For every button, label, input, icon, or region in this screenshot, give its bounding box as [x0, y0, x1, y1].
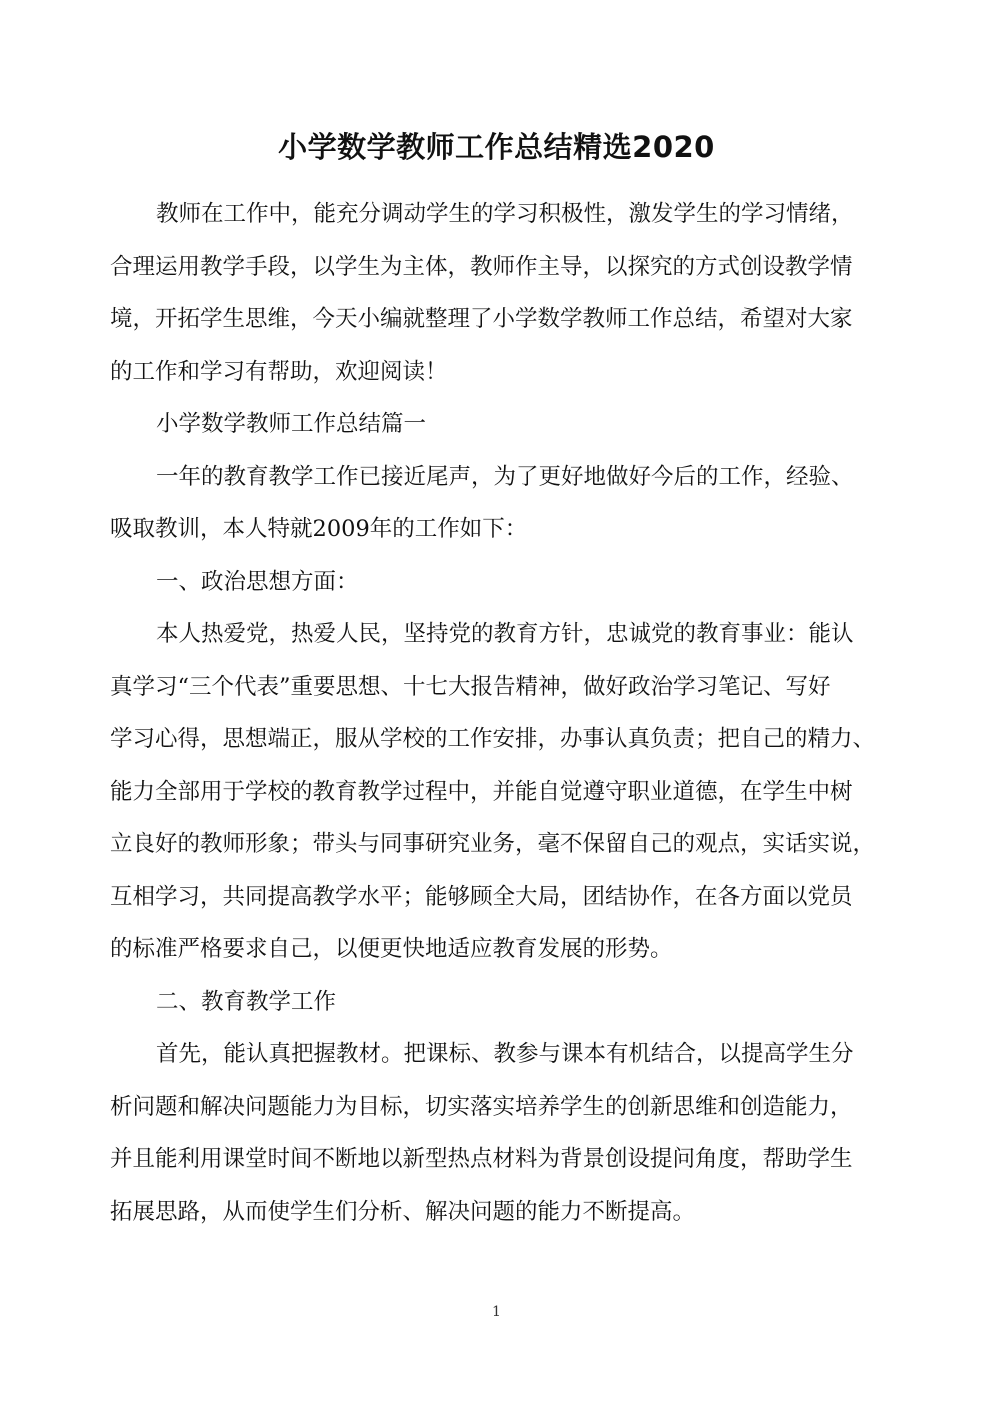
paragraph-line: 析问题和解决问题能力为目标，切实落实培养学生的创新思维和创造能力，: [110, 1093, 853, 1120]
paragraph-line: 本人热爱党，热爱人民，坚持党的教育方针，忠诚党的教育事业：能认: [156, 621, 854, 647]
section-heading: 小学数学教师工作总结篇一: [156, 411, 427, 437]
section-heading: 二、教育教学工作: [156, 988, 337, 1015]
paragraph-line: 能力全部用于学校的教育教学过程中，并能自觉遵守职业道德，在学生中树: [110, 778, 853, 805]
paragraph-line: 合理运用教学手段，以学生为主体，教师作主导，以探究的方式创设教学情: [110, 253, 853, 280]
paragraph-line: 的工作和学习有帮助，欢迎阅读！: [110, 358, 448, 385]
document-body: [110, 188, 880, 1238]
paragraph-line: 学习心得，思想端正，服从学校的工作安排，办事认真负责；把自己的精力、: [110, 726, 876, 752]
paragraph-line: 吸取教训，本人特就2009年的工作如下：: [110, 516, 528, 542]
paragraph-line: 教师在工作中，能充分调动学生的学习积极性，激发学生的学习情绪，: [156, 201, 854, 227]
paragraph-line: 首先，能认真把握教材。把课标、教参与课本有机结合，以提高学生分: [156, 1041, 854, 1067]
paragraph-line: 真学习“三个代表”重要思想、十七大报告精神，做好政治学习笔记、写好: [110, 673, 831, 700]
paragraph-line: 的标准严格要求自己，以便更快地适应教育发展的形势。: [110, 936, 673, 962]
paragraph-line: 并且能利用课堂时间不断地以新型热点材料为背景创设提问角度，帮助学生: [110, 1146, 853, 1172]
section-heading: 一、政治思想方面：: [156, 568, 359, 595]
paragraph-line: 互相学习，共同提高教学水平；能够顾全大局，团结协作，在各方面以党员: [110, 883, 853, 910]
paragraph-line: 一年的教育教学工作已接近尾声，为了更好地做好今后的工作，经验、: [156, 463, 854, 490]
paragraph-line: 立良好的教师形象；带头与同事研究业务，毫不保留自己的观点，实话实说，: [110, 831, 876, 857]
page-number: 1: [492, 1304, 501, 1320]
paragraph-line: 拓展思路，从而使学生们分析、解决问题的能力不断提高。: [110, 1198, 696, 1225]
document-title: 小学数学教师工作总结精选2020: [278, 130, 715, 164]
paragraph-line: 境，开拓学生思维，今天小编就整理了小学数学教师工作总结，希望对大家: [110, 306, 853, 332]
